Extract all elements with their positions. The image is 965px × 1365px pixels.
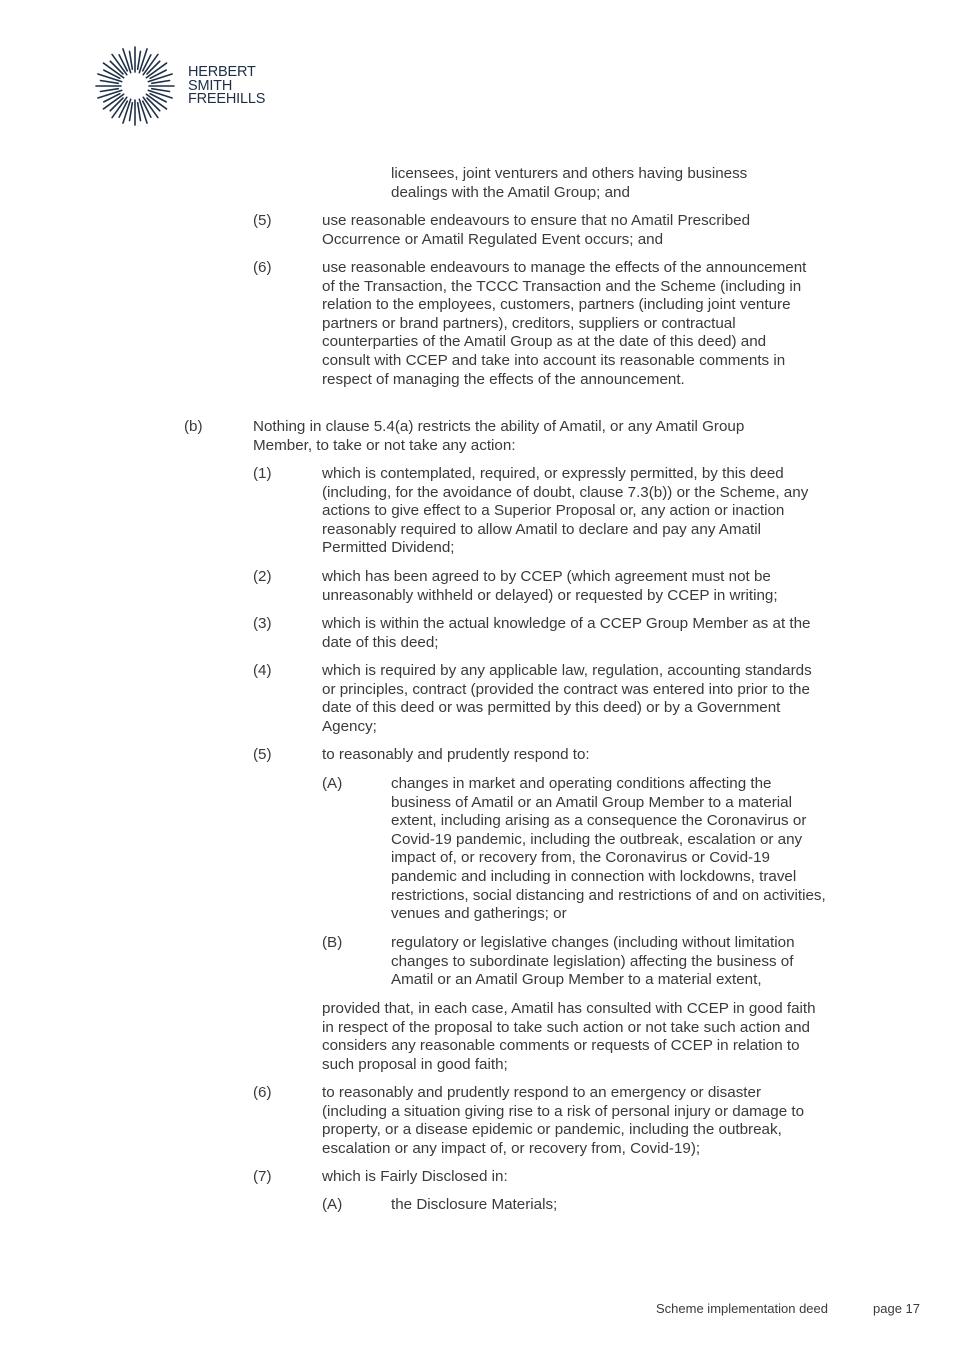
sunburst-ray xyxy=(152,89,170,92)
clause-b7A-text: the Disclosure Materials; xyxy=(391,1196,558,1213)
clause-b3-text: which is within the actual knowledge of a CCEP Group Member as at the date of this deed; xyxy=(322,615,811,651)
footer-page-number: page 17 xyxy=(873,1301,920,1316)
clause-b2-text: which has been agreed to by CCEP (which agreement must not be unreasonably withheld or delayed) or requested by CCEP in writing; xyxy=(322,568,778,604)
clause-b4-number: (4) xyxy=(253,662,272,679)
sunburst-ray xyxy=(138,103,141,121)
clause-b6-number: (6) xyxy=(253,1084,272,1101)
clause-a6-text: use reasonable endeavours to manage the effects of the announcement of the Transaction, the TCCC Transaction and the Scheme (including in relation to the employees, customers, partners (including joint venture partners or brand partners), creditors, suppliers or contractual counterparties of the Amatil Group as at the date of this deed) and consult with CCEP and take into account its reasonable comments in respect of managing the effects of the announcement. xyxy=(322,259,807,388)
sunburst-ray xyxy=(130,51,133,69)
sunburst-ray xyxy=(130,103,133,121)
clause-b5-proviso: provided that, in each case, Amatil has consulted with CCEP in good faith in respect of the proposal to take such action or not take such action and considers any reasonable comments or requests of CCEP in relation to such proposal in good faith; xyxy=(322,1000,816,1073)
footer-document-title: Scheme implementation deed xyxy=(656,1301,828,1316)
clause-b2-number: (2) xyxy=(253,568,272,585)
sunburst-ray xyxy=(100,81,118,84)
logo-line-freehills: FREEHILLS xyxy=(188,91,266,108)
sunburst-logo-icon xyxy=(95,46,179,130)
clause-b-text: Nothing in clause 5.4(a) restricts the ability of Amatil, or any Amatil Group Member, to take or not take any action: xyxy=(253,418,745,454)
clause-b-number: (b) xyxy=(184,418,203,435)
clause-b1-text: which is contemplated, required, or expressly permitted, by this deed (including, for the avoidance of doubt, clause 7.3(b)) or the Scheme, any actions to give effect to a Superior Proposal or, any action or inaction reasonably required to allow Amatil to declare and pay any Amatil Permitted Dividend; xyxy=(322,465,809,557)
clause-b5A-number: (A) xyxy=(322,775,343,792)
clause-a6-number: (6) xyxy=(253,259,272,276)
clause-b6-text: to reasonably and prudently respond to an emergency or disaster (including a situation giving rise to a risk of personal injury or damage to property, or a disease epidemic or pandemic, including the outbreak, escalation or any impact of, or recovery from, Covid-19); xyxy=(322,1084,805,1157)
sunburst-ray xyxy=(152,81,170,84)
clause-b5B-text: regulatory or legislative changes (including without limitation changes to subordinate legislation) affecting the business of Amatil or an Amatil Group Member to a material extent, xyxy=(391,934,795,989)
firm-logo xyxy=(95,46,275,126)
logo-line-smith: SMITH xyxy=(188,77,233,94)
clause-b5A-text: changes in market and operating conditions affecting the business of Amatil or an Amatil Group Member to a material extent, including arising as a consequence the Coronavirus or Covid-19 pandemic, including the outbreak, escalation or any impact of, or recovery from, the Coronavirus or Covid-19 pandemic and including in connection with lockdowns, travel restrictions, social distancing and restrictions of and on activities, venues and gatherings; or xyxy=(391,775,826,923)
clause-a5-number: (5) xyxy=(253,212,272,229)
clause-b7A-number: (A) xyxy=(322,1196,343,1213)
clause-b4-text: which is required by any applicable law, regulation, accounting standards or principles, contract (provided the contract was entered into prior to the date of this deed or was permitted by this deed) or by a Government Agency; xyxy=(322,662,812,735)
clause-b5-text: to reasonably and prudently respond to: xyxy=(322,746,590,763)
clause-b7-number: (7) xyxy=(253,1168,272,1185)
sunburst-ray xyxy=(100,89,118,92)
logo-line-herbert: HERBERT xyxy=(188,64,256,80)
clause-b7-text: which is Fairly Disclosed in: xyxy=(322,1168,508,1185)
clause-b1-number: (1) xyxy=(253,465,272,482)
clause-a5-text: use reasonable endeavours to ensure that no Amatil Prescribed Occurrence or Amatil Regulated Event occurs; and xyxy=(322,212,751,248)
clause-a4-continuation: licensees, joint venturers and others having business dealings with the Amatil Group; and xyxy=(391,165,748,201)
clause-b3-number: (3) xyxy=(253,615,272,632)
clause-b5B-number: (B) xyxy=(322,934,343,951)
logo-wordmark xyxy=(188,66,265,107)
sunburst-ray xyxy=(138,51,141,69)
clause-b5-number: (5) xyxy=(253,746,272,763)
